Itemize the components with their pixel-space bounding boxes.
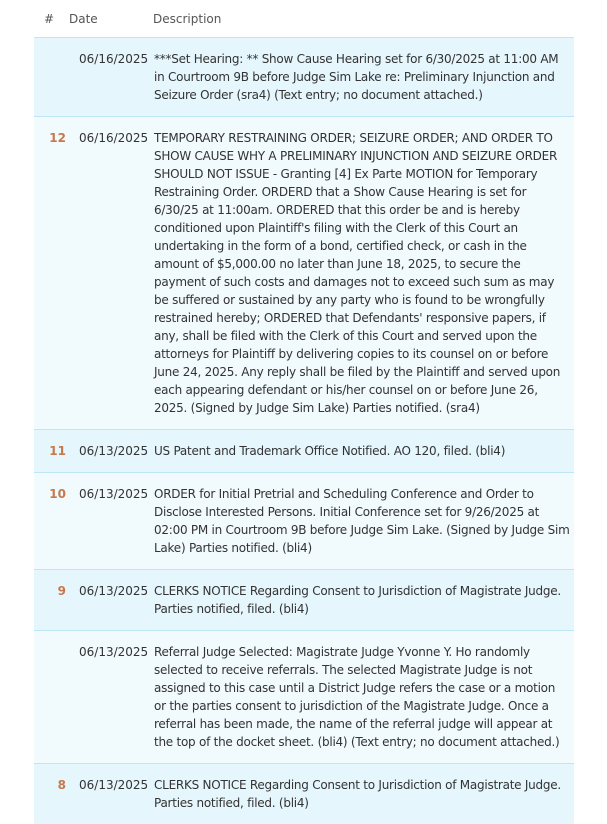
- header-number: #: [44, 11, 55, 26]
- entry-description: US Patent and Trademark Office Notified. AO 120, filed. (bli4): [154, 444, 506, 458]
- entry-description: CLERKS NOTICE Regarding Consent to Jurisdiction of Magistrate Judge. Parties notified, filed. (bli4): [154, 584, 561, 616]
- entry-number: 12: [49, 131, 66, 145]
- entry-description: TEMPORARY RESTRAINING ORDER; SEIZURE ORDER; AND ORDER TO SHOW CAUSE WHY A PRELIMINARY INJUNCTION AND SEIZURE ORDER SHOULD NOT ISSUE - Granting [4] Ex Parte MOTION for Temporary Restraining Order. ORDERD that a Show Cause Hearing is set for 6/30/25 at 11:00am. ORDERED that this order be and is hereby conditioned upon Plaintiff's filing with the Clerk of this Court an undertaking in the form of a bond, certified check, or cash in the amount of $5,000.00 no later than June 18, 2025, to secure the payment of such costs and damages not to exceed such sum as may be suffered or sustained by any party who is found to be wrongfully restrained hereby; ORDERED that Defendants' responsive papers, if any, shall be filed with the Clerk of this Court and served upon the attorneys for Plaintiff by delivering copies to its counsel on or before June 24, 2025. Any reply shall be filed by the Plaintiff and served upon each appearing defendant or his/her counsel on or before June 26, 2025. (Signed by Judge Sim Lake) Parties notified. (sra4): [154, 131, 561, 415]
- table-row: [34, 116, 574, 429]
- entry-description: ORDER for Initial Pretrial and Scheduling Conference and Order to Disclose Interested Persons. Initial Conference set for 9/26/2025 at 02:00 PM in Courtroom 9B before Judge Sim Lake. (Signed by Judge Sim Lake) Parties notified. (bli4): [154, 487, 570, 555]
- entry-number: [34, 50, 66, 104]
- header-date: Date: [69, 11, 98, 26]
- table-row: [34, 569, 574, 630]
- table-row: [34, 429, 574, 472]
- entry-number: [34, 643, 66, 751]
- docket-table: [34, 0, 574, 824]
- entry-date: 06/13/2025: [79, 584, 149, 598]
- entry-date: 06/13/2025: [79, 645, 149, 659]
- entry-number: 10: [49, 487, 66, 501]
- entry-description: Referral Judge Selected: Magistrate Judge Yvonne Y. Ho randomly selected to receive referrals. The selected Magistrate Judge is not assigned to this case until a District Judge refers the case or a motion or the parties consent to jurisdiction of the Magistrate Judge. Once a referral has been made, the name of the referral judge will appear at the top of the docket sheet. (bli4) (Text entry; no document attached.): [154, 645, 560, 749]
- entry-date: 06/16/2025: [79, 52, 149, 66]
- entry-number: 11: [49, 444, 66, 458]
- entry-number: 8: [57, 778, 66, 792]
- table-row: [34, 630, 574, 763]
- entry-description: CLERKS NOTICE Regarding Consent to Jurisdiction of Magistrate Judge. Parties notified, filed. (bli4): [154, 778, 561, 810]
- entry-number: 9: [57, 584, 66, 598]
- entry-date: 06/13/2025: [79, 444, 149, 458]
- entry-description: ***Set Hearing: ** Show Cause Hearing set for 6/30/2025 at 11:00 AM in Courtroom 9B before Judge Sim Lake re: Preliminary Injunction and Seizure Order (sra4) (Text entry; no document attached.): [154, 52, 559, 102]
- entry-date: 06/16/2025: [79, 131, 149, 145]
- entry-date: 06/13/2025: [79, 778, 149, 792]
- table-row: [34, 763, 574, 824]
- header-description: Description: [153, 11, 222, 26]
- table-header: [0, 0, 574, 37]
- entry-date: 06/13/2025: [79, 487, 149, 501]
- table-row: [34, 472, 574, 569]
- table-row: [34, 37, 574, 116]
